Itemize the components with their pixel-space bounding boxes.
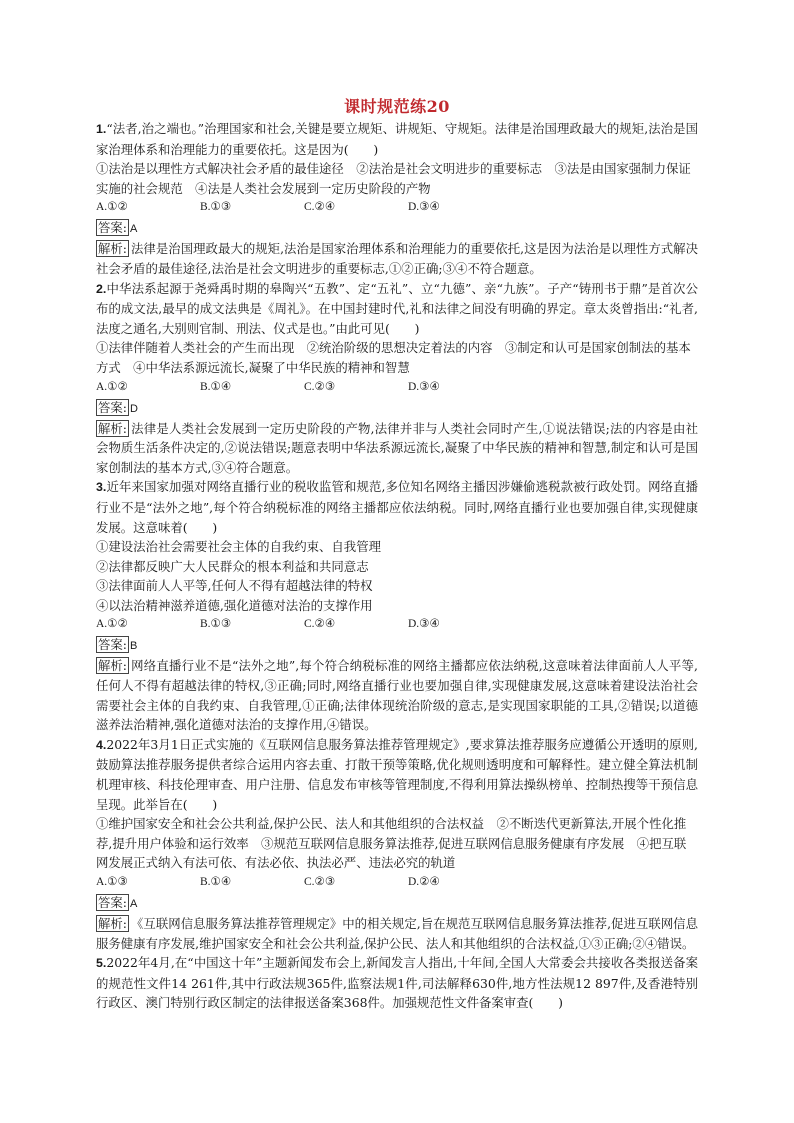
explanation	[96, 656, 698, 734]
option-a: A.①②	[96, 201, 128, 214]
option-a: A.①③	[96, 876, 128, 888]
option-b: B.①④	[200, 876, 232, 888]
question-number: 3.	[96, 480, 107, 495]
option-c: C.②④	[304, 201, 336, 214]
explanation	[96, 419, 698, 478]
option-c: C.②④	[304, 618, 336, 631]
option-b: B.①③	[200, 618, 232, 631]
options-row	[96, 873, 698, 892]
statement: ①维护国家安全和社会公共利益,保护公民、法人和其他组织的合法权益 ②不断迭代更新算法,开展个性化推荐,提升用户体验和运行效率 ③规范互联网信息服务算法推荐,促进互联网信息服务健康有序发展 ④把互联网发展正式纳入有法可依、有法必依、执法必严、违法必究的轨道	[96, 816, 687, 871]
question-number: 4.	[96, 737, 107, 752]
question-stem-text: 中华法系起源于尧舜禹时期的皋陶兴“五教”、定“五礼”、立“九德”、亲“九族”。子产“铸刑书于鼎”是首次公布的成文法,最早的成文法典是《周礼》。在中国封建时代,礼和法律之间没有明确的界定。章太炎曾指出:“礼者,法度之通名,大别则官制、刑法、仪式是也。”由此可见( )	[96, 280, 698, 336]
question-stem	[96, 735, 698, 814]
option-c: C.②③	[304, 876, 336, 888]
explanation-label: 解析:	[98, 916, 127, 931]
answer-label: 答案:	[98, 895, 127, 910]
question-stem	[96, 119, 698, 159]
statement: ①建设法治社会需要社会主体的自我约束、自我管理	[96, 539, 381, 555]
option-d: D.③④	[408, 380, 440, 393]
explanation-label: 解析:	[98, 658, 127, 674]
question-stem-text: 2022年4月,在“中国这十年”主题新闻发布会上,新闻发言人指出,十年间,全国人大常委会共接收各类报送备案的规范性文件14 261件,其中行政法规365件,监察法规1件,司法解释630件,地方性法规12 897件,及香港特别行政区、澳门特别行政区制定的法律报送备案368件。加强规范性文件备案审查( )	[96, 955, 698, 1011]
options-row	[96, 378, 698, 397]
question-number: 5.	[96, 956, 107, 971]
question-stem-text: 近年来国家加强对网络直播行业的税收监管和规范,多位知名网络主播因涉嫌偷逃税款被行政处罚。网络直播行业不是“法外之地”,每个符合纳税标准的网络主播都应依法纳税。同时,网络直播行业也要加强自律,实现健康发展。这意味着( )	[96, 479, 698, 535]
option-b: B.①④	[200, 380, 232, 393]
answer-line	[96, 893, 698, 914]
explanation-text: 法律是治国理政最大的规矩,法治是国家治理体系和治理能力的重要依托,这是因为法治是以理性方式解决社会矛盾的最佳途径,法治是社会文明进步的重要标志,①②正确;③④不符合题意。	[96, 241, 698, 276]
question-stem	[96, 279, 698, 339]
statement: ①法律伴随着人类社会的产生而出现 ②统治阶级的思想决定着法的内容 ③制定和认可是国家创制法的基本方式 ④中华法系源远流长,凝聚了中华民族的精神和智慧	[96, 340, 691, 375]
answer-line	[96, 398, 698, 419]
answer-line	[96, 635, 698, 656]
explanation-text: 法律是人类社会发展到一定历史阶段的产物,法律并非与人类社会同时产生,①说法错误;法的内容是由社会物质生活条件决定的,②说法错误;题意表明中华法系源远流长,凝聚了中华民族的精神和智慧,制定和认可是国家创制法的基本方式,③④符合题意。	[96, 420, 698, 475]
options-row	[96, 198, 698, 217]
option-d: D.③④	[408, 201, 440, 214]
statement: ④以法治精神滋养道德,强化道德对法治的支撑作用	[96, 597, 373, 613]
answer-value: A	[129, 898, 138, 910]
question-3	[96, 477, 698, 735]
question-stem	[96, 477, 698, 537]
question-stem-text: “法者,治之端也。”治理国家和社会,关键是要立规矩、讲规矩、守规矩。法律是治国理政最大的规矩,法治是国家治理体系和治理能力的重要依托。这是因为( )	[96, 121, 698, 157]
explanation-text: 网络直播行业不是“法外之地”,每个符合纳税标准的网络主播都应依法纳税,这意味着法律面前人人平等,任何人不得有超越法律的特权,③正确;同时,网络直播行业也要加强自律,实现健康发展,这意味着建设法治社会需要社会主体的自我约束、自我管理,①正确;法律体现统治阶级的意志,是实现国家职能的工具,②错误;以道德滋养法治精神,强化道德对法治的支撑作用,④错误。	[96, 658, 698, 733]
explanation-label: 解析:	[98, 241, 127, 257]
option-d: D.③④	[408, 618, 440, 631]
page-title: 课时规范练20	[344, 97, 450, 116]
answer-label: 答案:	[98, 399, 127, 415]
statement: ③法律面前人人平等,任何人不得有超越法律的特权	[96, 578, 373, 594]
options-row	[96, 615, 698, 634]
statement: ①法治是以理性方式解决社会矛盾的最佳途径 ②法治是社会文明进步的重要标志 ③法是由国家强制力保证实施的社会规范 ④法是人类社会发展到一定历史阶段的产物	[96, 161, 691, 196]
option-b: B.①③	[200, 201, 232, 214]
option-a: A.①②	[96, 618, 128, 631]
question-1	[96, 119, 698, 279]
question-stem	[96, 953, 698, 1013]
option-c: C.②③	[304, 380, 336, 393]
answer-value: B	[129, 640, 138, 653]
explanation	[96, 914, 698, 953]
question-2	[96, 279, 698, 478]
explanation-label: 解析:	[98, 420, 127, 436]
question-number: 2.	[96, 281, 107, 296]
answer-label: 答案:	[98, 220, 127, 236]
answer-value: D	[129, 402, 138, 415]
answer-value: A	[129, 223, 138, 236]
question-5	[96, 953, 698, 1013]
question-number: 1.	[96, 122, 107, 136]
option-a: A.①②	[96, 380, 128, 393]
explanation-text: 《互联网信息服务算法推荐管理规定》中的相关规定,旨在规范互联网信息服务算法推荐,促进互联网信息服务健康有序发展,维护国家安全和社会公共利益,保护公民、法人和其他组织的合法权益,①③正确;②④错误。	[96, 916, 698, 951]
explanation	[96, 239, 698, 278]
answer-line	[96, 218, 698, 239]
option-d: D.②④	[408, 876, 440, 888]
statement: ②法律都反映广大人民群众的根本利益和共同意志	[96, 558, 369, 574]
question-stem-text: 2022年3月1日正式实施的《互联网信息服务算法推荐管理规定》,要求算法推荐服务应遵循公开透明的原则,鼓励算法推荐服务提供者综合运用内容去重、打散干预等策略,优化规则透明度和可解释性。建立健全算法机制机理审核、科技伦理审查、用户注册、信息发布审核等管理制度,不得利用算法操纵榜单、控制热搜等干预信息呈现。此举旨在( )	[96, 736, 698, 812]
answer-label: 答案:	[98, 637, 127, 653]
question-4	[96, 735, 698, 953]
worksheet-page	[96, 96, 698, 1013]
